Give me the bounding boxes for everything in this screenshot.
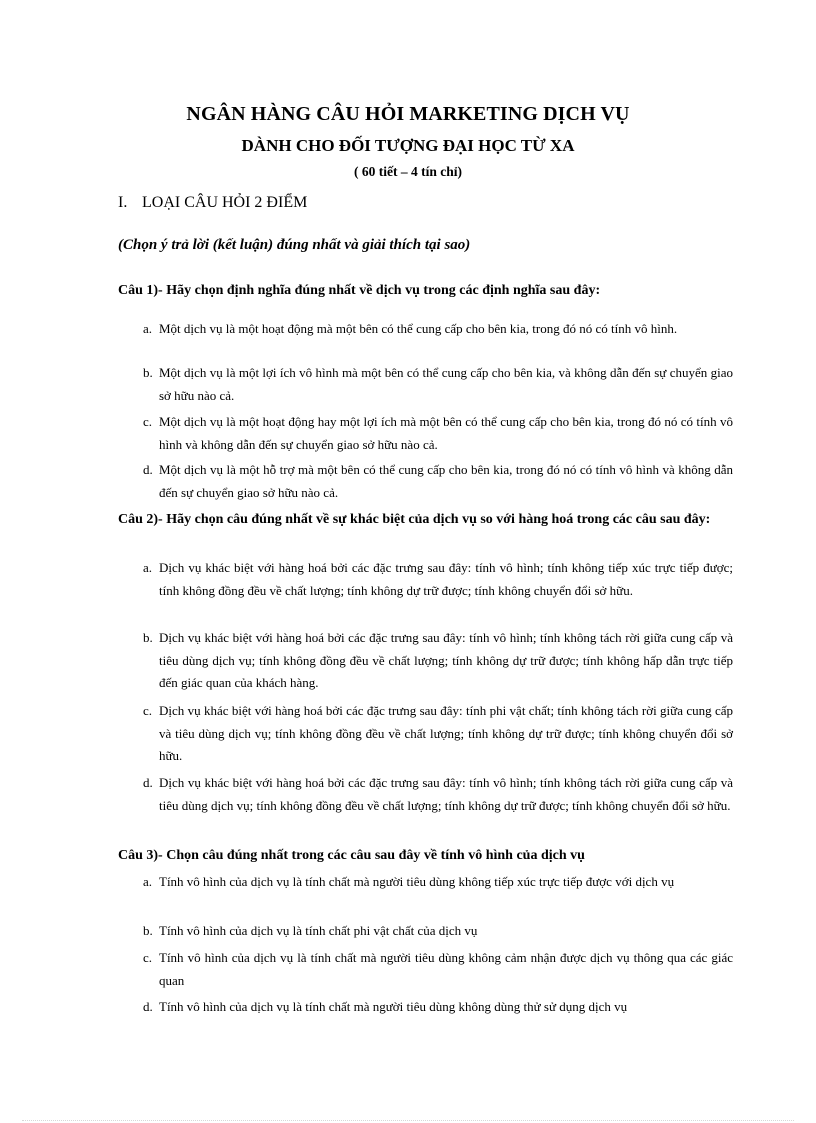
option-letter: a. bbox=[143, 560, 153, 575]
option-text: Tính vô hình của dịch vụ là tính chất mà người tiêu dùng không cảm nhận được dịch vụ thông qua các giác quan bbox=[159, 950, 733, 988]
option-letter: a. bbox=[143, 321, 153, 336]
document-credit-note: ( 60 tiết – 4 tín chỉ) bbox=[354, 164, 462, 179]
question-1-option-c bbox=[143, 411, 733, 456]
option-letter: c. bbox=[143, 414, 153, 429]
section-title: LOẠI CÂU HỎI 2 ĐIỂM bbox=[142, 194, 308, 211]
question-3-option-c bbox=[143, 947, 733, 992]
page-bottom-divider bbox=[22, 1120, 794, 1121]
option-text: Tính vô hình của dịch vụ là tính chất phi vật chất của dịch vụ bbox=[159, 923, 478, 938]
option-letter: b. bbox=[143, 365, 153, 380]
option-letter: d. bbox=[143, 999, 153, 1014]
question-3-option-d bbox=[143, 996, 733, 1019]
section-number: I. bbox=[118, 194, 128, 211]
question-2-option-b bbox=[143, 627, 733, 695]
question-1: Câu 1)- Hãy chọn định nghĩa đúng nhất về dịch vụ trong các định nghĩa sau đây: bbox=[118, 283, 601, 298]
option-letter: d. bbox=[143, 775, 153, 790]
option-text: Dịch vụ khác biệt với hàng hoá bởi các đặc trưng sau đây: tính vô hình; tính không tách rời giữa cung cấp và tiêu dùng dịch vụ; tính không đồng đều về chất lượng; tính không dự trữ được; tính không hấp dẫn trực tiếp đến giác quan của khách hàng. bbox=[159, 630, 733, 690]
question-2-option-d bbox=[143, 772, 733, 817]
question-2-option-a bbox=[143, 557, 733, 602]
option-text: Một dịch vụ là một hoạt động hay một lợi ích mà một bên có thể cung cấp cho bên kia, trong đó nó có tính vô hình và không dẫn đến sự chuyển giao sở hữu nào cả. bbox=[159, 414, 733, 452]
instruction-text: (Chọn ý trả lời (kết luận) đúng nhất và giải thích tại sao) bbox=[118, 237, 471, 253]
option-text: Dịch vụ khác biệt với hàng hoá bởi các đặc trưng sau đây: tính vô hình; tính không tách rời giữa cung cấp và tiêu dùng dịch vụ; tính không đồng đều về chất lượng; tính không dự trữ được; tính không chuyển đổi sở hữu. bbox=[159, 775, 733, 813]
option-letter: a. bbox=[143, 874, 153, 889]
section-heading bbox=[118, 194, 307, 212]
option-letter: b. bbox=[143, 630, 153, 645]
document-title: NGÂN HÀNG CÂU HỎI MARKETING DỊCH VỤ bbox=[186, 103, 630, 125]
option-text: Dịch vụ khác biệt với hàng hoá bởi các đặc trưng sau đây: tính phi vật chất; tính không tách rời giữa cung cấp và tiêu dùng dịch vụ; tính không đồng đều về chất lượng; tính không dự trữ được; tính không chuyển đổi sở hữu. bbox=[159, 703, 733, 763]
question-1-option-d bbox=[143, 459, 733, 504]
option-text: Tính vô hình của dịch vụ là tính chất mà người tiêu dùng không dùng thử sử dụng dịch vụ bbox=[159, 999, 628, 1014]
question-3-option-b bbox=[143, 920, 733, 943]
option-text: Tính vô hình của dịch vụ là tính chất mà người tiêu dùng không tiếp xúc trực tiếp được với dịch vụ bbox=[159, 874, 675, 889]
document-subtitle: DÀNH CHO ĐỐI TƯỢNG ĐẠI HỌC TỪ XA bbox=[241, 136, 575, 155]
option-letter: b. bbox=[143, 923, 153, 938]
option-letter: c. bbox=[143, 703, 153, 718]
option-text: Dịch vụ khác biệt với hàng hoá bởi các đặc trưng sau đây: tính vô hình; tính không tiếp xúc trực tiếp được; tính không đồng đều về chất lượng; tính không dự trữ được; tính không chuyển đổi sở hữu. bbox=[159, 560, 733, 598]
question-2-option-c bbox=[143, 700, 733, 768]
option-text: Một dịch vụ là một hỗ trợ mà một bên có thể cung cấp cho bên kia, trong đó nó có tính vô hình và không dẫn đến sự chuyển giao sở hữu nào cả. bbox=[159, 462, 733, 500]
option-letter: c. bbox=[143, 950, 153, 965]
option-text: Một dịch vụ là một lợi ích vô hình mà một bên có thể cung cấp cho bên kia, và không dẫn đến sự chuyển giao sở hữu nào cả. bbox=[159, 365, 733, 403]
question-1-option-b bbox=[143, 362, 733, 407]
option-letter: d. bbox=[143, 462, 153, 477]
question-2: Câu 2)- Hãy chọn câu đúng nhất về sự khác biệt của dịch vụ so với hàng hoá trong các câu sau đây: bbox=[118, 512, 711, 527]
question-3: Câu 3)- Chọn câu đúng nhất trong các câu sau đây về tính vô hình của dịch vụ bbox=[118, 848, 585, 863]
question-3-option-a bbox=[143, 871, 733, 894]
question-1-option-a bbox=[143, 318, 733, 341]
option-text: Một dịch vụ là một hoạt động mà một bên có thể cung cấp cho bên kia, trong đó nó có tính vô hình. bbox=[159, 321, 678, 336]
